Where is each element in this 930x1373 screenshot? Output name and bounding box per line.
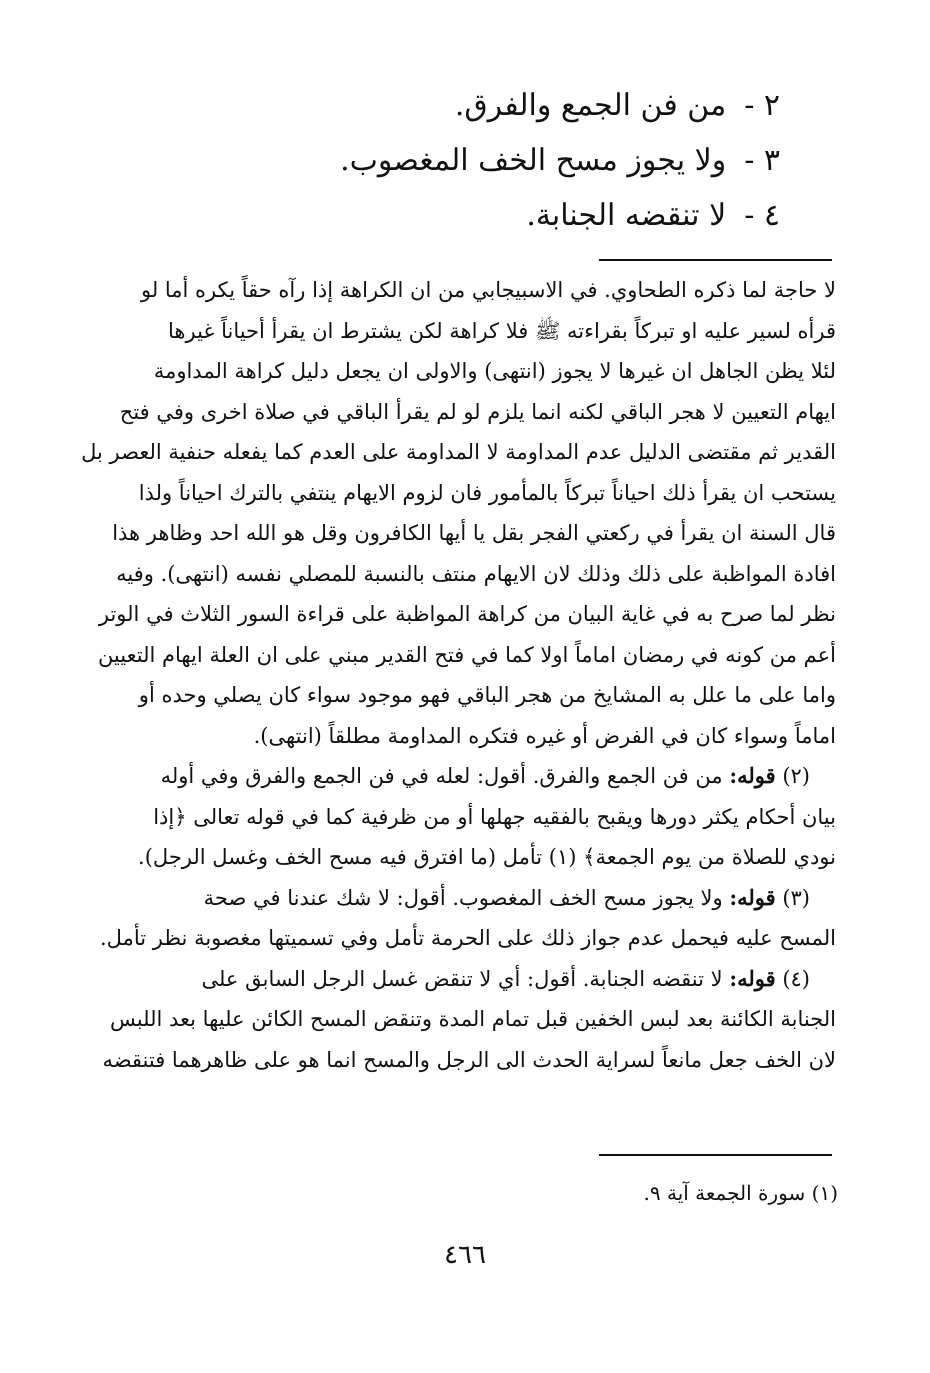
note-3-first-line <box>74 878 836 919</box>
note-keyword: قوله: <box>729 763 776 788</box>
matn-item-number: ٢ - <box>744 88 780 123</box>
matn-item-4 <box>220 188 780 243</box>
matn-item-text: من فن الجمع والفرق. <box>454 88 727 123</box>
footnote: (١) سورة الجمعة آية ٩. <box>643 1181 838 1205</box>
note-number: (٣) <box>782 885 810 910</box>
note-line: لان الخف جعل مانعاً لسراية الحدث الى الرجل والمسح انما هو على ظاهرهما فتنقضه <box>102 1047 836 1072</box>
note-text: من فن الجمع والفرق. أقول: لعله في فن الجمع والفرق وفي أوله <box>160 764 723 788</box>
matn-item-text: ولا يجوز مسح الخف المغصوب. <box>340 143 727 178</box>
matn-item-number: ٤ - <box>744 198 780 233</box>
footnote-separator <box>599 1154 832 1156</box>
note-text: لا تنقضه الجنابة. أقول: أي لا تنقض غسل الرجل السابق على <box>201 966 723 991</box>
commentary-line: قرأه لسير عليه او تبركاً بقراءته ﷺ فلا كراهة لكن يشترط ان يقرأ أحياناً غيرها <box>168 318 836 343</box>
note-line: الجنابة الكائنة بعد لبس الخفين قبل تمام المدة وتنقض المسح الكائن عليها بعد اللبس <box>110 1007 836 1031</box>
page-number: ٤٦٦ <box>444 1240 486 1270</box>
commentary-line: واما على ما علل به المشايخ من هجر الباقي فهو موجود سواء كان يصلي وحده أو <box>138 683 836 707</box>
note-number: (٢) <box>782 764 810 788</box>
commentary-line: لا حاجة لما ذكره الطحاوي. في الاسبيجابي من ان الكراهة إذا رآه حقاً يكره أما لو <box>140 278 836 302</box>
matn-item-number: ٣ - <box>744 143 780 178</box>
note-2-first-line <box>74 756 836 797</box>
commentary-line: نظر لما صرح به في غاية البيان من كراهة المواظبة على قراءة السور الثلاث في الوتر <box>98 602 836 626</box>
commentary-line: أعم من كونه في رمضان اماماً اولا كما في فتح القدير مبني على ان العلة ايهام التعيين <box>97 642 836 667</box>
matn-item-text: لا تنقضه الجنابة. <box>526 198 727 233</box>
commentary-line: القدير ثم مقتضى الدليل عدم المداومة لا المداومة على العدم كما يفعله حنفية العصر بل <box>81 440 836 464</box>
note-4-first-line <box>74 959 836 1000</box>
matn-item-3 <box>220 133 780 188</box>
note-line: نودي للصلاة من يوم الجمعة﴾ (١) تأمل (ما افترق فيه مسح الخف وغسل الرجل). <box>138 845 836 869</box>
note-keyword: قوله: <box>729 965 776 991</box>
note-line: المسح عليه فيحمل عدم جواز ذلك على الحرمة تأمل وفي تسميتها مغصوبة نظر تأمل. <box>100 926 836 950</box>
commentary-text <box>74 270 836 1080</box>
note-line: بيان أحكام يكثر دورها ويقبح بالفقيه جهلها أو من ظرفية كما في قوله تعالى ﴿إذا <box>153 804 836 829</box>
note-number: (٤) <box>782 966 810 991</box>
commentary-line: لئلا يظن الجاهل ان غيرها لا يجوز (انتهى) والاولى ان يجعل دليل كراهة المداومة <box>153 359 836 383</box>
matn-item-2 <box>220 78 780 133</box>
note-keyword: قوله: <box>729 884 776 910</box>
commentary-line: افادة المواظبة على ذلك وذلك لان الايهام منتف بالنسبة للمصلي نفسه (انتهى). وفيه <box>116 561 836 586</box>
matn-list <box>220 78 780 243</box>
commentary-line: يستحب ان يقرأ ذلك احياناً تبركاً بالمأمور فان لزوم الايهام ينتفي بالترك احياناً ولذا <box>138 480 836 505</box>
separator-rule <box>599 259 832 261</box>
commentary-line: اماماً وسواء كان في الفرض أو غيره فتكره المداومة مطلقاً (انتهى). <box>253 723 836 748</box>
note-text: ولا يجوز مسح الخف المغصوب. أقول: لا شك عندنا في صحة <box>203 885 723 910</box>
commentary-line: ايهام التعيين لا هجر الباقي لكنه انما يلزم لو لم يقرأ الباقي في صلاة اخرى وفي فتح <box>119 399 836 424</box>
commentary-line: قال السنة ان يقرأ في ركعتي الفجر بقل يا أيها الكافرون وقل هو الله احد وظاهر هذا <box>112 521 836 545</box>
